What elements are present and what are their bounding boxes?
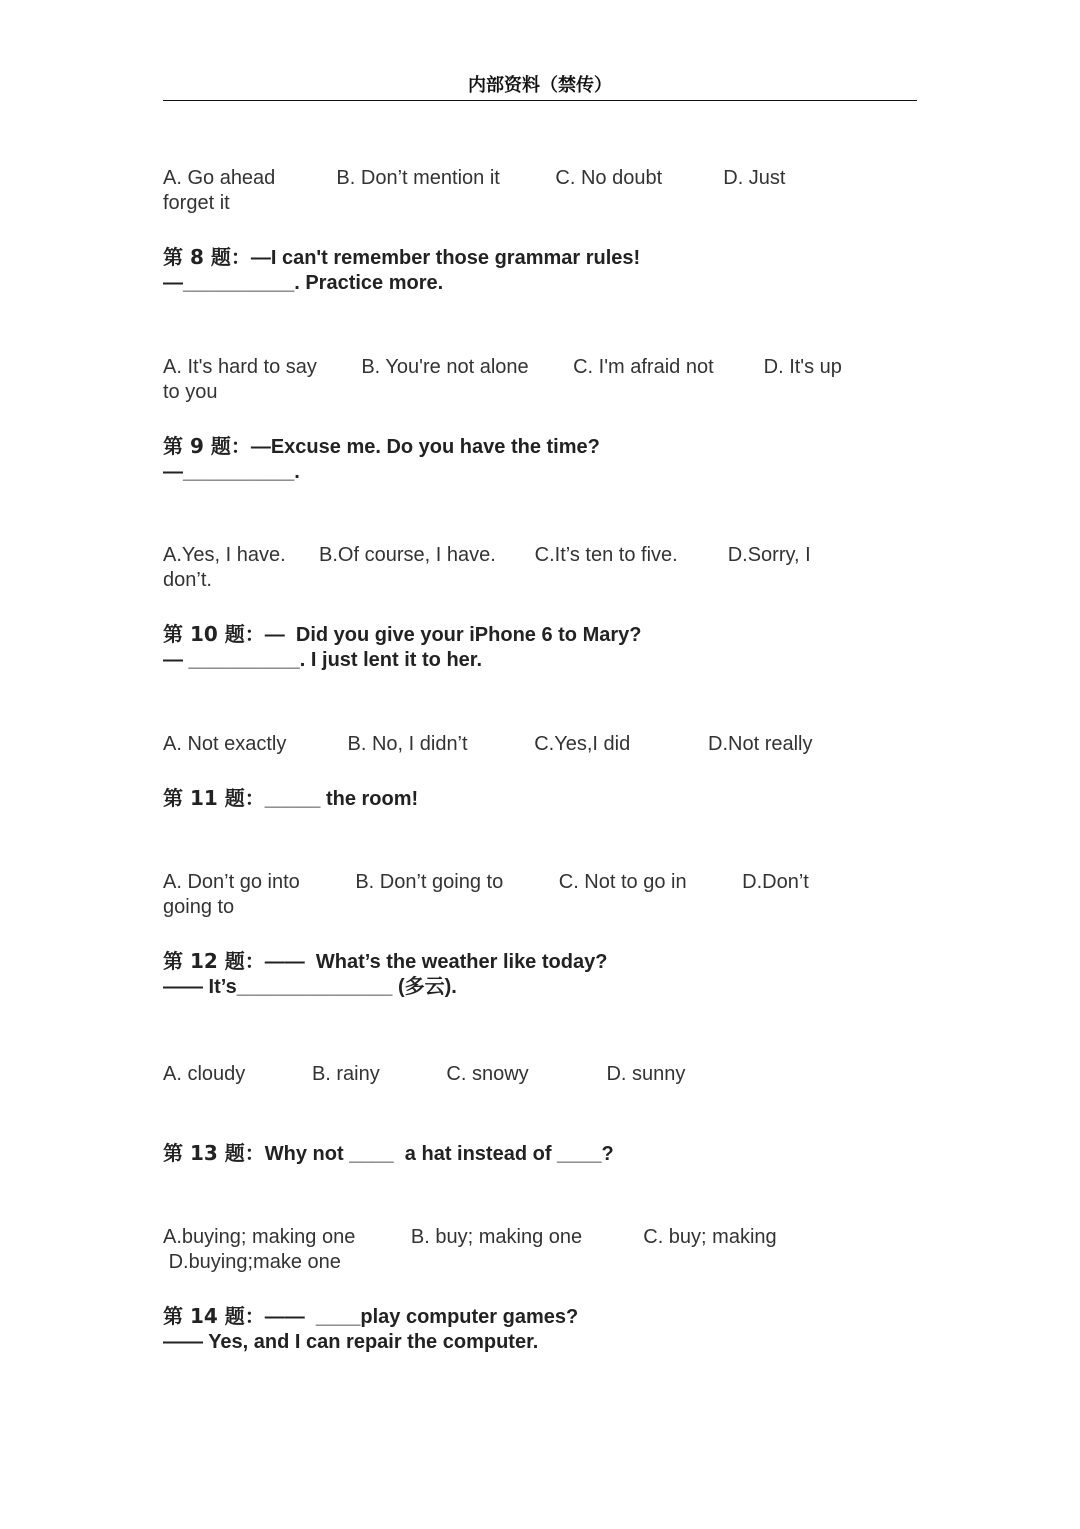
line-text: A.Yes, I have. B.Of course, I have. C.It’s ten to five. D.Sorry, I (163, 544, 811, 566)
question-line (163, 648, 918, 673)
question-block (163, 1141, 918, 1167)
options-line (163, 568, 918, 593)
question-line (163, 245, 918, 271)
line-text: —Excuse me. Do you have the time? (250, 436, 600, 458)
options-line (163, 1225, 918, 1250)
question-block (163, 622, 918, 673)
line-text: going to (163, 896, 235, 918)
options-line (163, 732, 918, 757)
question-block (163, 949, 918, 1000)
options-line (163, 870, 918, 895)
line-text: —— Yes, and I can repair the computer. (163, 1331, 539, 1353)
options-block (163, 732, 918, 757)
document-header: 内部资料（禁传） (163, 74, 917, 101)
options-block (163, 543, 918, 593)
options-block (163, 166, 918, 216)
question-number: 第 8 题： (163, 245, 251, 269)
line-text: — __________. I just lent it to her. (163, 649, 483, 671)
question-block (163, 434, 918, 485)
options-block (163, 870, 918, 920)
question-number: 第 11 题： (163, 786, 265, 810)
line-text: D.buying;make one (163, 1251, 341, 1273)
question-line (163, 271, 918, 296)
line-text: to you (163, 381, 218, 403)
question-number: 第 9 题： (163, 434, 251, 458)
question-block (163, 1304, 918, 1355)
line-text: A. Not exactly B. No, I didn’t C.Yes,I did D.Not really (163, 733, 813, 755)
question-line (163, 1330, 918, 1355)
question-line (163, 949, 918, 975)
question-line (163, 434, 918, 460)
line-text: A. Don’t go into B. Don’t going to C. Not to go in D.Don’t (163, 871, 809, 893)
line-text: Why not ____ a hat instead of ____? (264, 1143, 614, 1165)
options-line (163, 380, 918, 405)
question-line (163, 1304, 918, 1330)
line-text: —I can't remember those grammar rules! (250, 247, 641, 269)
question-number: 第 14 题： (163, 1304, 265, 1328)
options-line (163, 166, 918, 191)
question-block (163, 245, 918, 296)
line-text: A.buying; making one B. buy; making one C. buy; making (163, 1226, 777, 1248)
question-line (163, 1141, 918, 1167)
line-text: —__________. (163, 461, 300, 483)
line-text: don’t. (163, 569, 212, 591)
question-block (163, 786, 918, 812)
line-text: A. Go ahead B. Don’t mention it C. No doubt D. Just (163, 167, 786, 189)
line-text: —__________. Practice more. (163, 272, 444, 294)
question-line (163, 622, 918, 648)
question-number: 第 12 题： (163, 949, 265, 973)
options-line (163, 191, 918, 216)
line-text: —— ____play computer games? (264, 1306, 579, 1328)
options-line (163, 1062, 918, 1087)
line-text: — Did you give your iPhone 6 to Mary? (264, 624, 642, 646)
question-line (163, 786, 918, 812)
options-block (163, 1062, 918, 1087)
line-text: _____ the room! (264, 788, 419, 810)
line-text: —— What’s the weather like today? (264, 951, 608, 973)
options-line (163, 543, 918, 568)
options-block (163, 355, 918, 405)
line-text: A. It's hard to say B. You're not alone C. I'm afraid not D. It's up (163, 356, 842, 378)
options-block (163, 1225, 918, 1275)
question-number: 第 13 题： (163, 1141, 265, 1165)
question-line (163, 975, 918, 1000)
options-line (163, 895, 918, 920)
line-text: —— It’s______________ (多云). (163, 976, 457, 998)
options-line (163, 1250, 918, 1275)
question-line (163, 460, 918, 485)
line-text: forget it (163, 192, 230, 214)
options-line (163, 355, 918, 380)
question-number: 第 10 题： (163, 622, 265, 646)
line-text: A. cloudy B. rainy C. snowy D. sunny (163, 1063, 686, 1085)
